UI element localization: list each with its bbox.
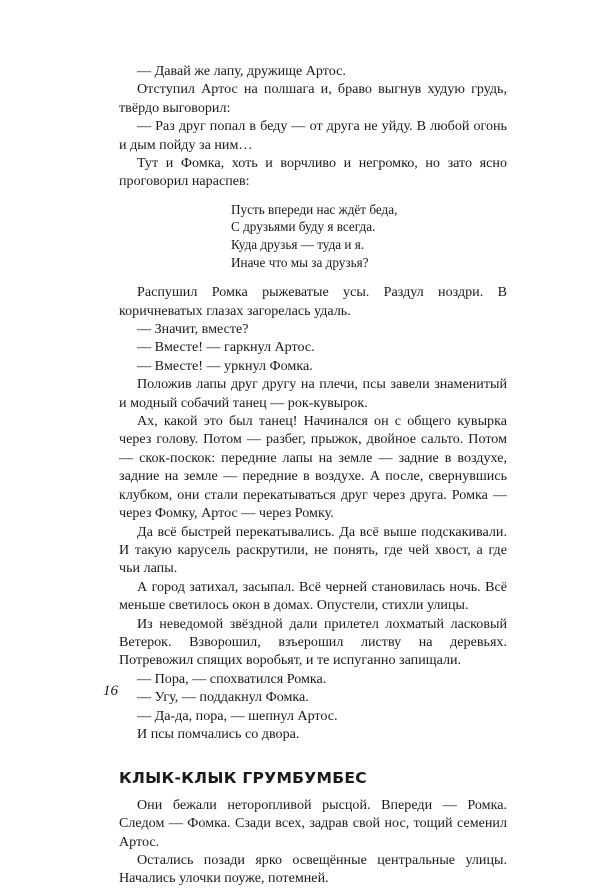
paragraph: Распушил Ромка рыжеватые усы. Раздул ноздри. В коричневатых глазах загорелась удаль. xyxy=(119,284,507,319)
poem-verse xyxy=(231,201,507,271)
dialogue-line: — Вместе! — уркнул Фомка. xyxy=(137,357,313,374)
paragraph: — Давай же лапу, дружище Артос. xyxy=(137,63,346,79)
dialogue-line: — Значит, вместе? xyxy=(137,321,249,338)
paragraph: Отступил Артос на полшага и, браво выгнув худую грудь, твёрдо выговорил: xyxy=(119,81,507,116)
dialogue-line: — Пора, — спохватился Ромка. xyxy=(137,670,327,687)
dialogue-line: — Да-да, пора, — шепнул Артос. xyxy=(137,707,338,724)
poem-line: Иначе что мы за друзья? xyxy=(231,254,369,270)
poem-line: Пусть впереди нас ждёт беда, xyxy=(231,201,398,217)
paragraph: Они бежали неторопливой рысцой. Впереди — Ромка. Следом — Фомка. Сзади всех, задрав свой нос, тощий семенил Артос. xyxy=(119,796,507,850)
paragraph: Тут и Фомка, хоть и ворчливо и негромко, но зато ясно проговорил нараспев: xyxy=(119,155,507,190)
poem-line: Куда друзья — туда и я. xyxy=(231,237,365,253)
dialogue-line: — Вместе! — гаркнул Артос. xyxy=(137,339,315,356)
paragraph: Из неведомой звёздной дали прилетел лохматый ласковый Ветерок. Взворошил, взъерошил листву на деревьях. Потревожил спящих воробьят, и те испуганно запищали. xyxy=(119,615,507,669)
paragraph: А город затихал, засыпал. Всё черней становилась ночь. Всё меньше светилось окон в домах. Опустели, стихли улицы. xyxy=(119,578,507,614)
paragraph: Положив лапы друг другу на плечи, псы завели знаменитый и модный собачий танец — рок-кувырок. xyxy=(119,376,507,411)
paragraph: Ах, какой это был танец! Начинался он с общего кувырка через голову. Потом — разбег, прыжок, двойное сальто. Потом — скок-поскок: передние лапы на земле — задние в воздухе, задние на земле — передние в воздухе. А после, свернувшись клубком, они стали перекатываться друг через друга. Ромка — через Фомку, Артос — через Ромку. xyxy=(119,413,507,522)
text-column xyxy=(119,62,507,888)
paragraph: Остались позади ярко освещённые центральные улицы. Начались улочки поуже, потемней. xyxy=(119,852,507,887)
chapter-title: КЛЫК-КЛЫК ГРУМБУМБЕС xyxy=(119,769,367,788)
paragraph: — Раз друг попал в беду — от друга не уйду. В любой огонь и дым пойду за ним… xyxy=(119,118,507,153)
page-number: 16 xyxy=(103,683,118,699)
dialogue-line: — Угу, — поддакнул Фомка. xyxy=(137,689,309,706)
paragraph: Да всё быстрей перекатывались. Да всё выше подскакивали. И такую карусель раскрутили, не понять, где чей хвост, а где чьи лапы. xyxy=(119,523,507,577)
paragraph: И псы помчались со двора. xyxy=(137,725,300,742)
poem-line: С друзьями буду я всегда. xyxy=(231,219,376,235)
